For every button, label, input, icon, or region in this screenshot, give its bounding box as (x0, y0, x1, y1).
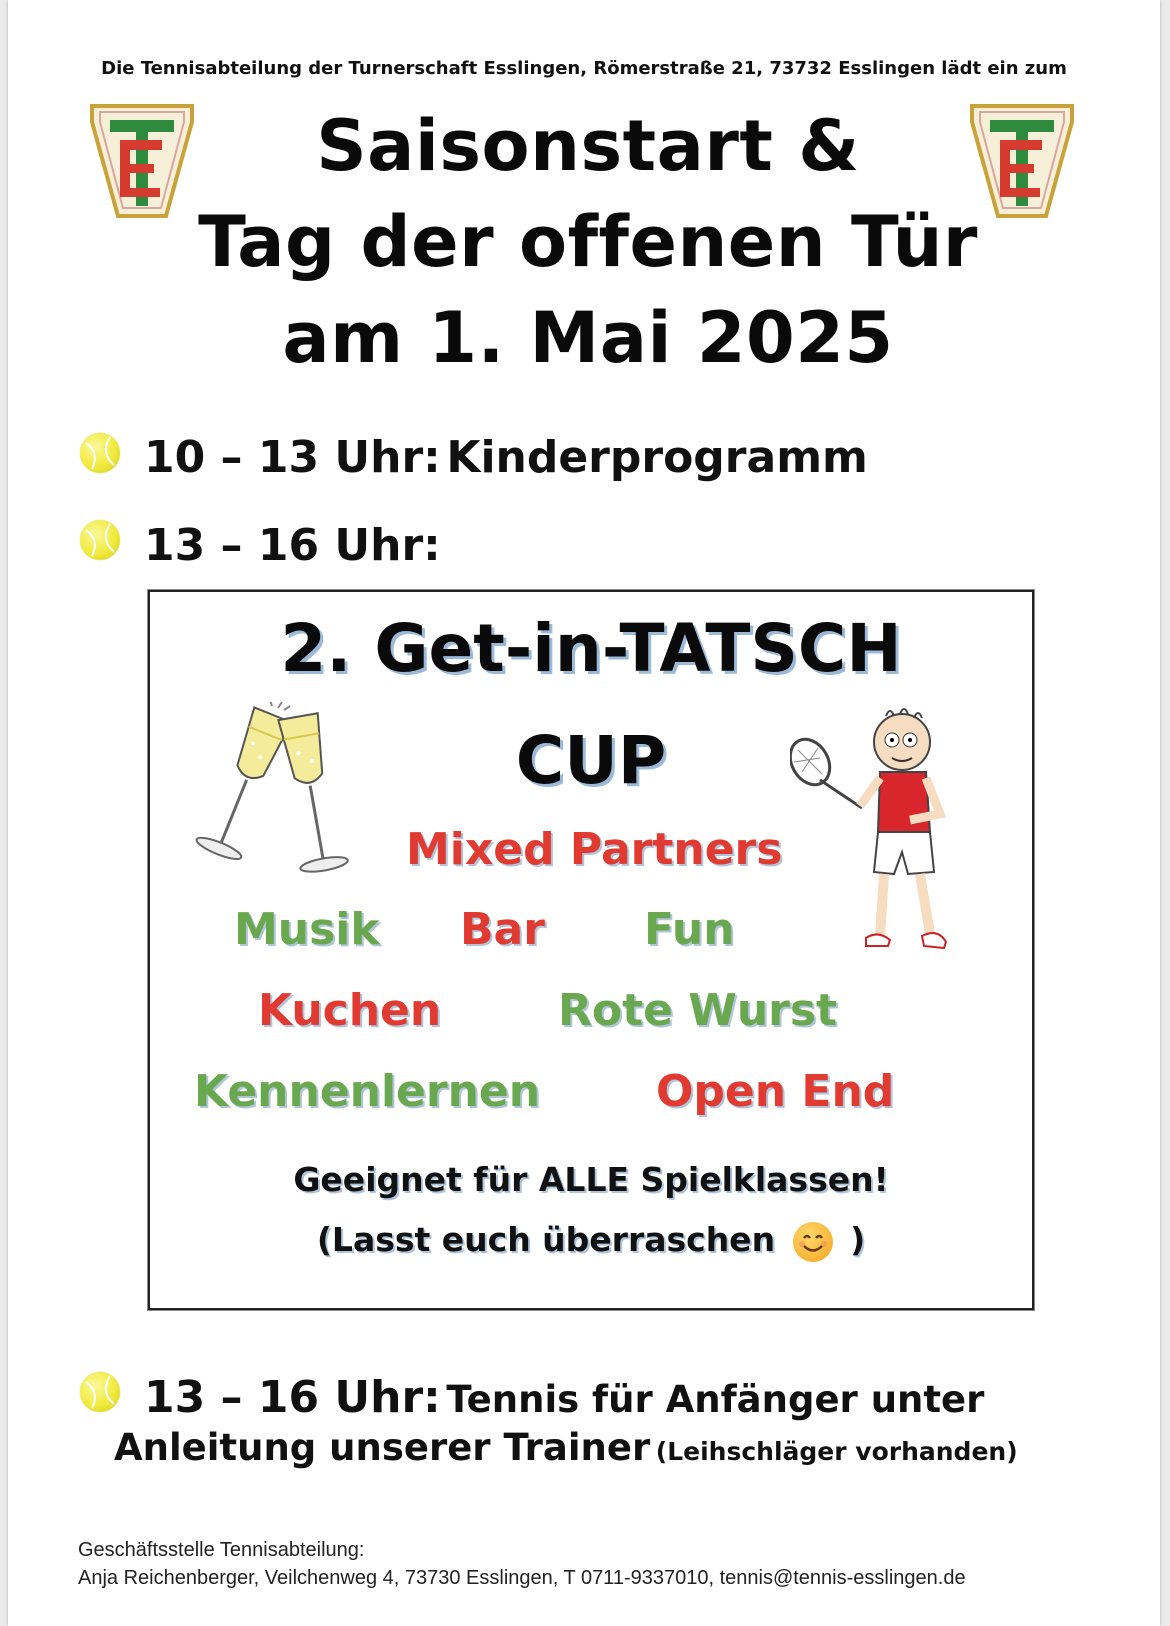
beginners-note: (Leihschläger vorhanden) (655, 1437, 1018, 1466)
tennis-ball-icon (80, 433, 120, 473)
beginners-text-1: Tennis für Anfänger unter (446, 1378, 985, 1421)
program-time: 13 – 16 Uhr: (144, 520, 441, 571)
surprise-line (150, 1220, 1032, 1262)
footer-line-2: Anja Reichenberger, Veilchenweg 4, 73730 Esslingen, T 0711-9337010, tennis@tennis-esslingen.de (78, 1567, 966, 1589)
footer (78, 1536, 966, 1592)
rote-wurst-text: Rote Wurst (558, 985, 838, 1036)
surprise-close: ) (850, 1220, 866, 1259)
beginners-line-2 (114, 1426, 1018, 1469)
footer-line-1: Geschäftsstelle Tennisabteilung: (78, 1539, 365, 1561)
title-line-1: Saisonstart & (316, 105, 860, 187)
program-item-kids (144, 432, 868, 483)
smiley-icon (793, 1222, 833, 1262)
title-line-3: am 1. Mai 2025 (282, 297, 894, 379)
program-item-cup (144, 520, 441, 571)
suitable-text: Geeignet für ALLE Spielklassen! (293, 1160, 889, 1199)
flyer-page (8, 0, 1160, 1626)
fun-text: Fun (644, 904, 735, 955)
cup-title-line-2: CUP (515, 722, 667, 799)
kuchen-text: Kuchen (258, 985, 442, 1036)
tennis-ball-icon (80, 1372, 120, 1412)
intro-line: Die Tennisabteilung der Turnerschaft Esslingen, Römerstraße 21, 73732 Esslingen lädt ein zum (101, 58, 1067, 79)
beginners-text-2: Anleitung unserer Trainer (114, 1426, 651, 1469)
mixed-partners-text: Mixed Partners (406, 824, 783, 875)
program-time: 10 – 13 Uhr: (144, 432, 441, 483)
bar-text: Bar (460, 904, 545, 955)
kennenlernen-text: Kennenlernen (194, 1066, 541, 1117)
cup-title-line-1: 2. Get-in-TATSCH (280, 610, 902, 687)
program-text: Kinderprogramm (446, 432, 868, 483)
open-end-text: Open End (656, 1066, 895, 1117)
tennis-ball-icon (80, 520, 120, 560)
surprise-text: (Lasst euch überraschen (316, 1220, 776, 1259)
beginners-line-1 (144, 1372, 984, 1423)
beginners-time: 13 – 16 Uhr: (144, 1372, 441, 1423)
musik-text: Musik (234, 904, 380, 955)
title-line-2: Tag der offenen Tür (198, 201, 978, 283)
tennis-player-illustration (790, 702, 970, 972)
champagne-glasses-icon (186, 702, 356, 892)
cup-box (148, 590, 1034, 1310)
